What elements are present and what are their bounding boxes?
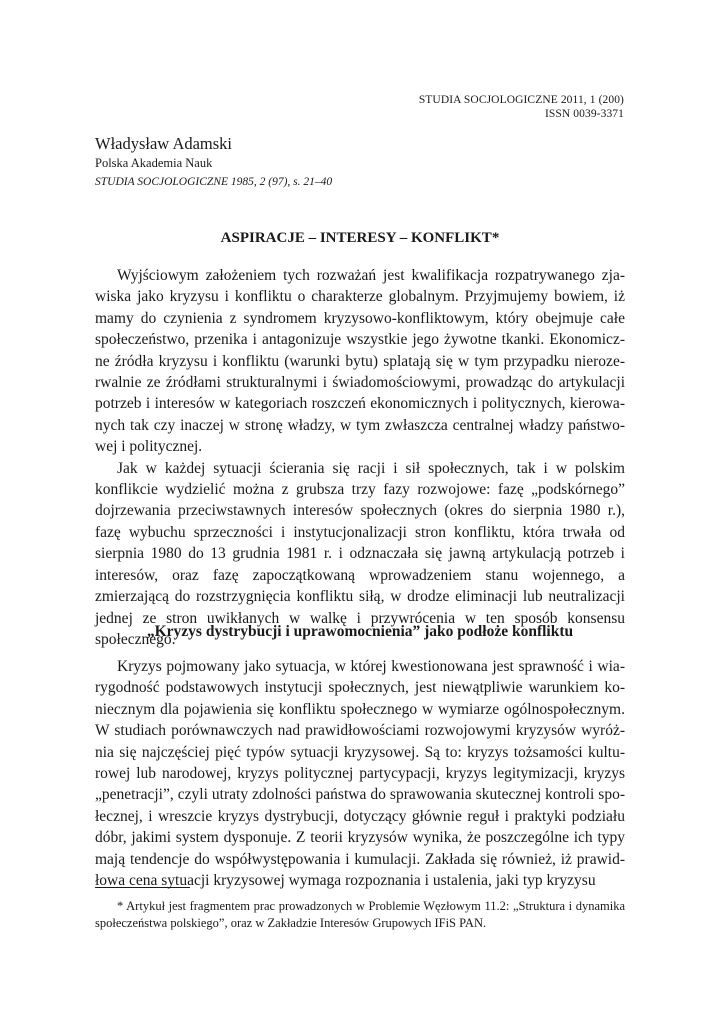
footnote-divider [95, 887, 190, 888]
author-name: Władysław Adamski [95, 134, 233, 153]
section-heading: „Kryzys dystrybucji i uprawomocnienia” jako podłoże konfliktu [146, 623, 574, 640]
intro-section [95, 265, 625, 650]
original-citation: STUDIA SOCJOLOGICZNE 1985, 2 (97), s. 21–40 [95, 176, 333, 188]
author-block [95, 134, 332, 190]
journal-issue: STUDIA SOCJOLOGICZNE 2011, 1 (200) [418, 94, 624, 106]
section-body [95, 656, 625, 891]
paragraph: Jak w każdej sytuacji ścierania się racji i sił społecznych, tak i w polskim konflikcie wydzielić można z grubsza trzy fazy rozwojowe: fazę „podskórnego” dojrzewania przeciwstawnych interesów społecznych (okres do sierpnia 1980 r.), fazę wybuchu sprzeczności i instytucjonalizacji stron konfliktu, która trwała od sierpnia 1980 do 13 grudnia 1981 r. i odznaczała się jawną artykulacją potrzeb i interesów, oraz fazę zapoczątkowaną wprowadzeniem stanu wojennego, a zmierzającą do rozstrzygnięcia konfliktu siłą, w drodze eliminacji lub neutralizacji jednej ze stron uwikłanych w walkę i przywrócenia w ten sposób konsensu społecznego. [95, 459, 625, 648]
footnote: * Artykuł jest fragmentem prac prowadzonych w Problemie Węzłowym 11.2: „Struktura i dynamika społeczeństwa polskiego”, oraz w Zakładzie Interesów Grupowych IFiS PAN. [95, 899, 625, 930]
journal-header [419, 93, 624, 121]
paragraph: Wyjściowym założeniem tych rozważań jest kwalifikacja rozpatrywanego zjawiska jako kryzysu i konfliktu o charakterze globalnym. Przyjmujemy bowiem, iż mamy do czynienia z syndromem kryzysowo-konfliktowym, który obejmuje całe społeczeństwo, przenika i antagonizuje wszystkie jego żywotne tkanki. Ekonomiczne źródła kryzysu i konfliktu (warunki bytu) splatają się w tym przypadku nierozerwalnie ze źródłami strukturalnymi i świadomościowymi, prowadząc do artykulacji potrzeb i interesów w kategoriach roszczeń ekonomicznych i politycznych, kierowanych tak czy inaczej w stronę władzy, w tym zwłaszcza centralnej władzy państwowej i politycznej. [95, 267, 625, 456]
paragraph: Kryzys pojmowany jako sytuacja, w której kwestionowana jest sprawność i wiarygodność podstawowych instytucji społecznych, jest niewątpliwie warunkiem koniecznym dla pojawienia się konfliktu społecznego w wymiarze ogólnospołecznym. W studiach porównawczych nad prawidłowościami rozwojowymi kryzysów wyróżnia się najczęściej pięć typów sytuacji kryzysowej. Są to: kryzys tożsamości kulturowej lub narodowej, kryzys politycznej partycypacji, kryzys legitymizacji, kryzys „penetracji”, czyli utraty zdolności państwa do sprawowania skutecznej kontroli społecznej, i wreszcie kryzys dystrybucji, dotyczący głównie reguł i praktyki podziału dóbr, jakimi system dysponuje. Z teorii kryzysów wynika, że poszczególne ich typy mają tendencje do współwystępowania i kumulacji. Zakłada się również, iż prawidłowa cena sytuacji kryzysowej wymaga rozpoznania i ustalenia, jaki typ kryzysu [95, 658, 625, 890]
journal-issn: ISSN 0039-3371 [544, 108, 624, 120]
article-title: ASPIRACJE – INTERESY – KONFLIKT* [220, 230, 500, 246]
author-affiliation: Polska Akademia Nauk [95, 156, 213, 170]
